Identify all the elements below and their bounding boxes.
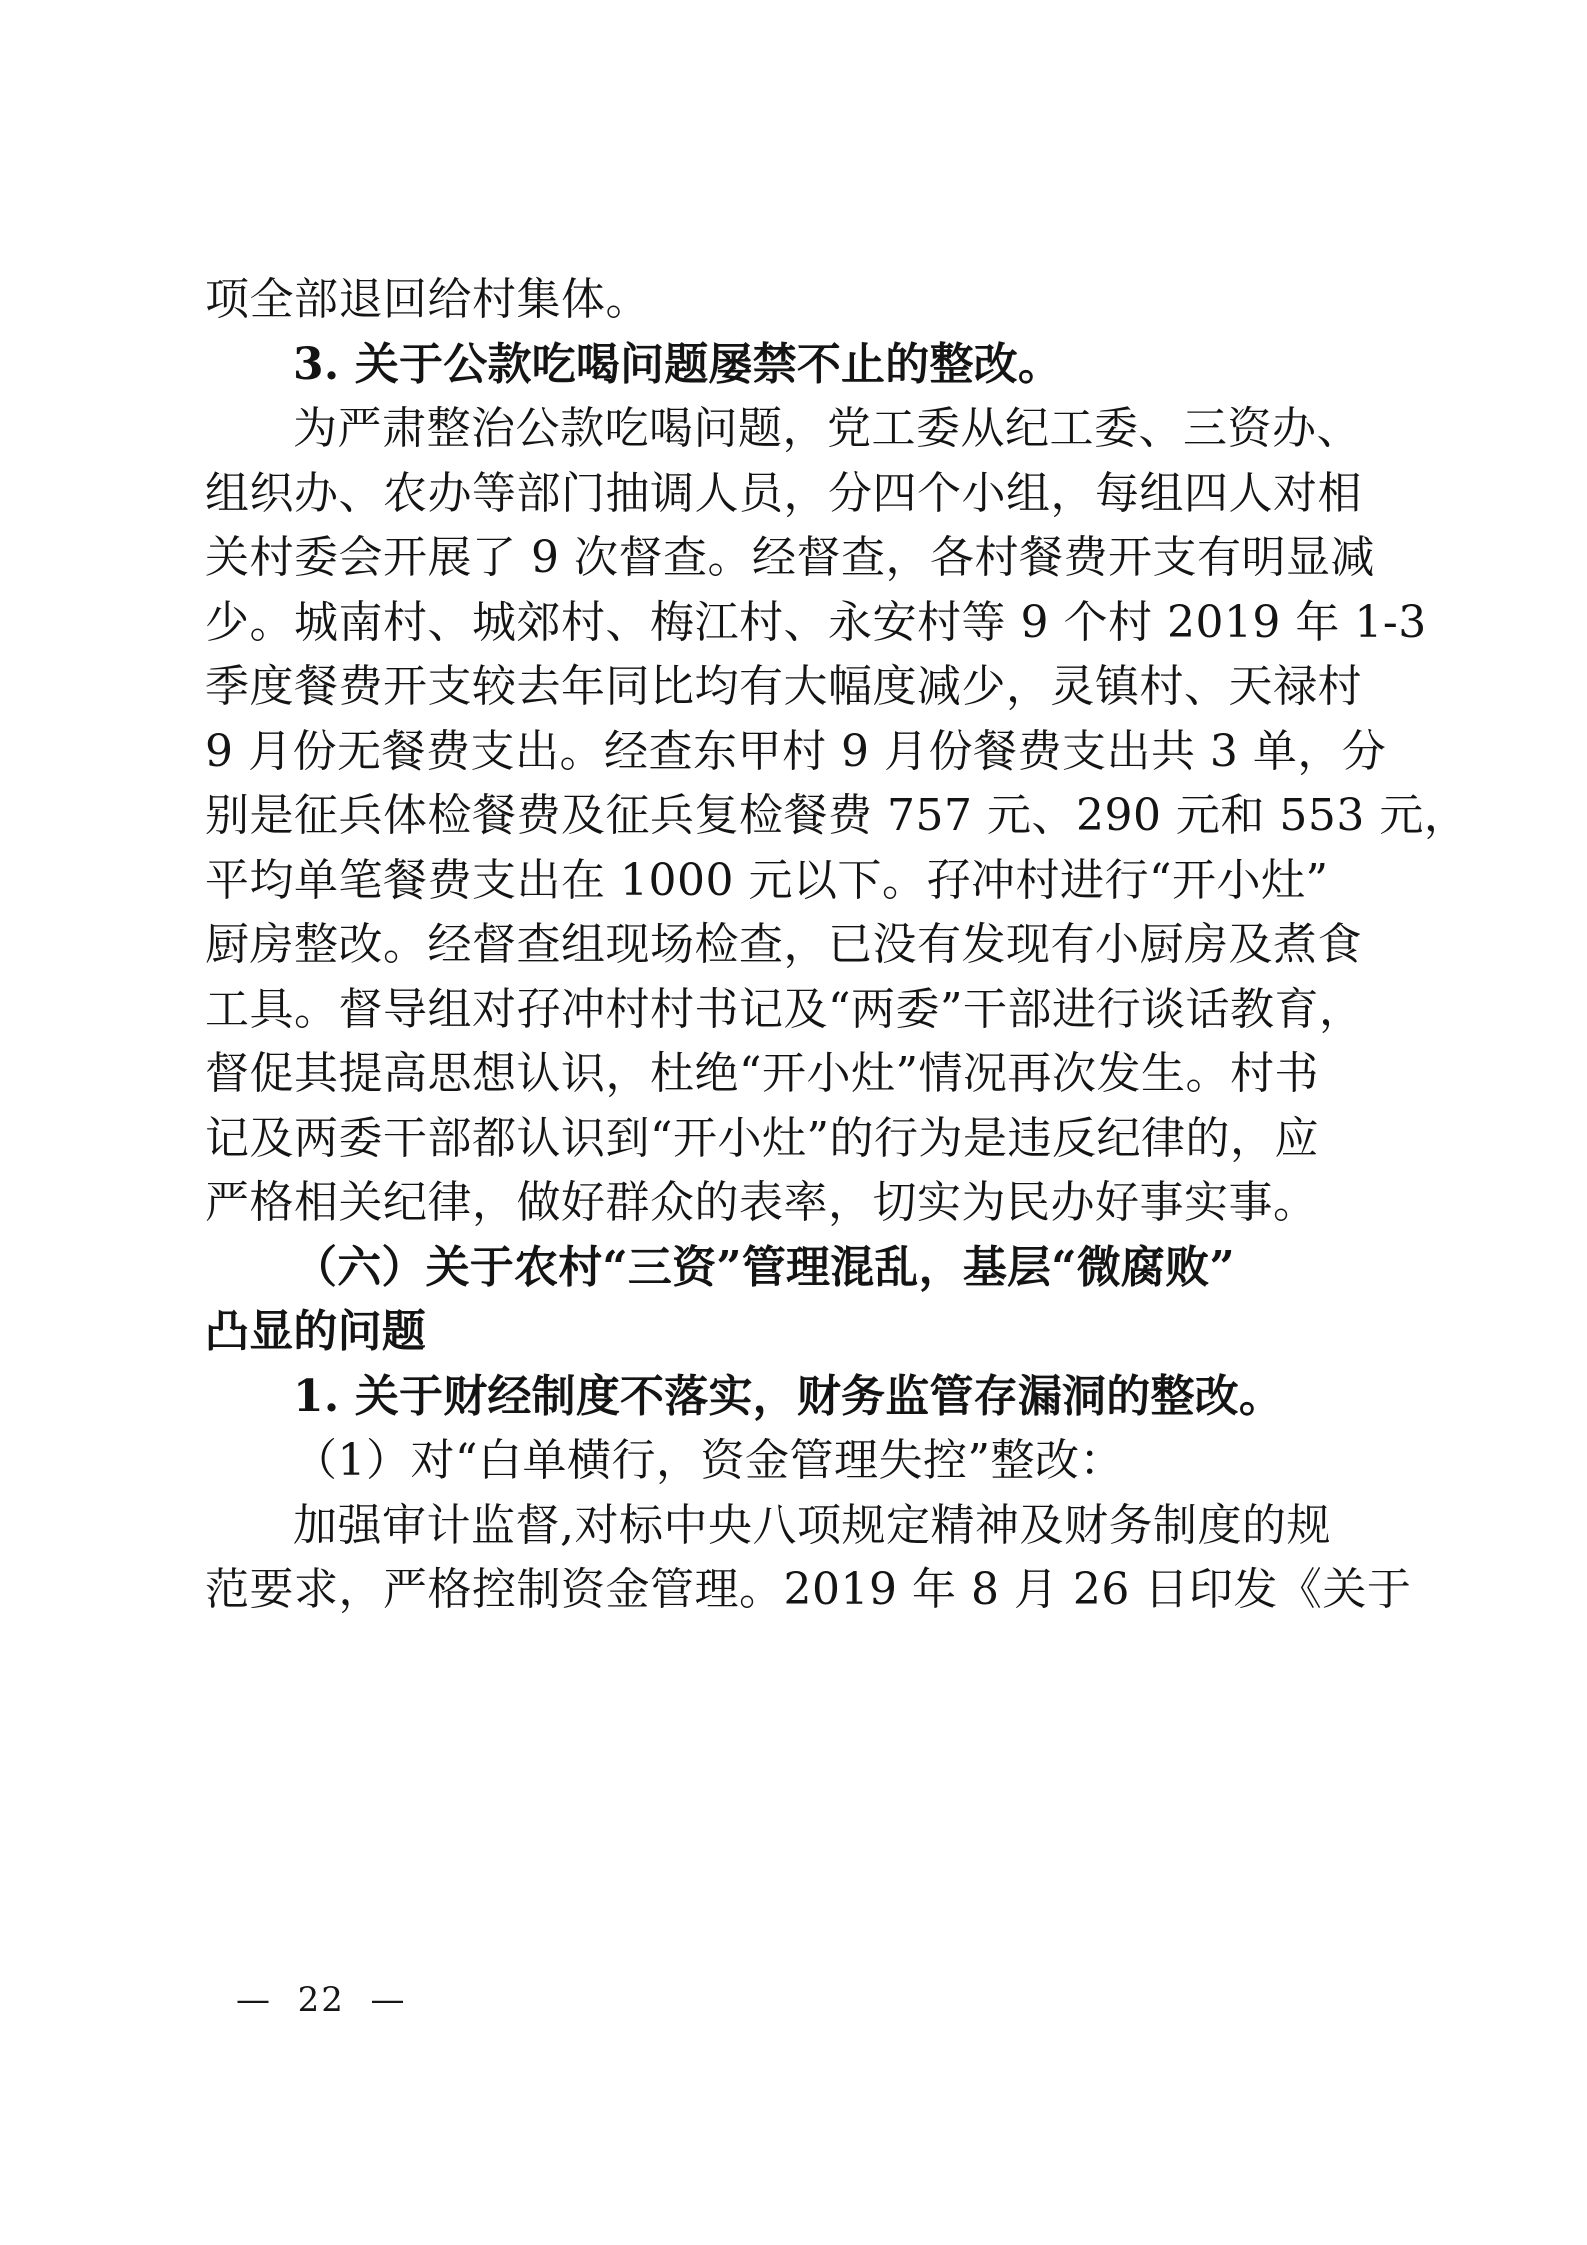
text-lines-container [205, 268, 1469, 1623]
text-line: 平均单笔餐费支出在 1000 元以下。孖冲村进行“开小灶” [205, 854, 1329, 906]
text-line: 少。城南村、城郊村、梅江村、永安村等 9 个村 2019 年 1-3 [205, 596, 1427, 648]
text-line-heading: 3. 关于公款吃喝问题屡禁不止的整改。 [293, 338, 1063, 390]
text-line: 关村委会开展了 9 次督查。经督查，各村餐费开支有明显减 [205, 532, 1375, 583]
page-number: — 22 — [236, 1980, 407, 2020]
text-line: 督促其提高思想认识，杜绝“开小灶”情况再次发生。村书 [205, 1048, 1319, 1099]
text-line: 工具。督导组对孖冲村村书记及“两委”干部进行谈话教育， [205, 983, 1364, 1035]
text-line: 项全部退回给村集体。 [205, 274, 650, 325]
text-line: 严格相关纪律，做好群众的表率，切实为民办好事实事。 [205, 1177, 1318, 1228]
text-line-heading: 1. 关于财经制度不落实，财务监管存漏洞的整改。 [293, 1370, 1284, 1422]
text-line: 为严肃整治公款吃喝问题，党工委从纪工委、三资办、 [293, 403, 1361, 454]
text-line: 9 月份无餐费支出。经查东甲村 9 月份餐费支出共 3 单，分 [205, 725, 1387, 777]
text-line: 范要求，严格控制资金管理。2019 年 8 月 26 日印发《关于 [205, 1564, 1412, 1615]
text-line: 加强审计监督,对标中央八项规定精神及财务制度的规 [293, 1499, 1331, 1551]
text-line: 别是征兵体检餐费及征兵复检餐费 757 元、290 元和 553 元， [205, 790, 1469, 841]
text-line: 记及两委干部都认识到“开小灶”的行为是违反纪律的，应 [205, 1112, 1319, 1164]
text-line-heading: 凸显的问题 [205, 1306, 426, 1357]
document-body [205, 268, 1469, 1623]
text-line: 季度餐费开支较去年同比均有大幅度减少，灵镇村、天禄村 [205, 661, 1362, 712]
text-line: 组织办、农办等部门抽调人员，分四个小组，每组四人对相 [205, 467, 1362, 519]
text-line: （1）对“白单横行，资金管理失控”整改： [293, 1435, 1124, 1486]
text-line: 厨房整改。经督查组现场检查，已没有发现有小厨房及煮食 [205, 919, 1362, 970]
text-line-heading: （六）关于农村“三资”管理混乱，基层“微腐败” [293, 1241, 1235, 1293]
